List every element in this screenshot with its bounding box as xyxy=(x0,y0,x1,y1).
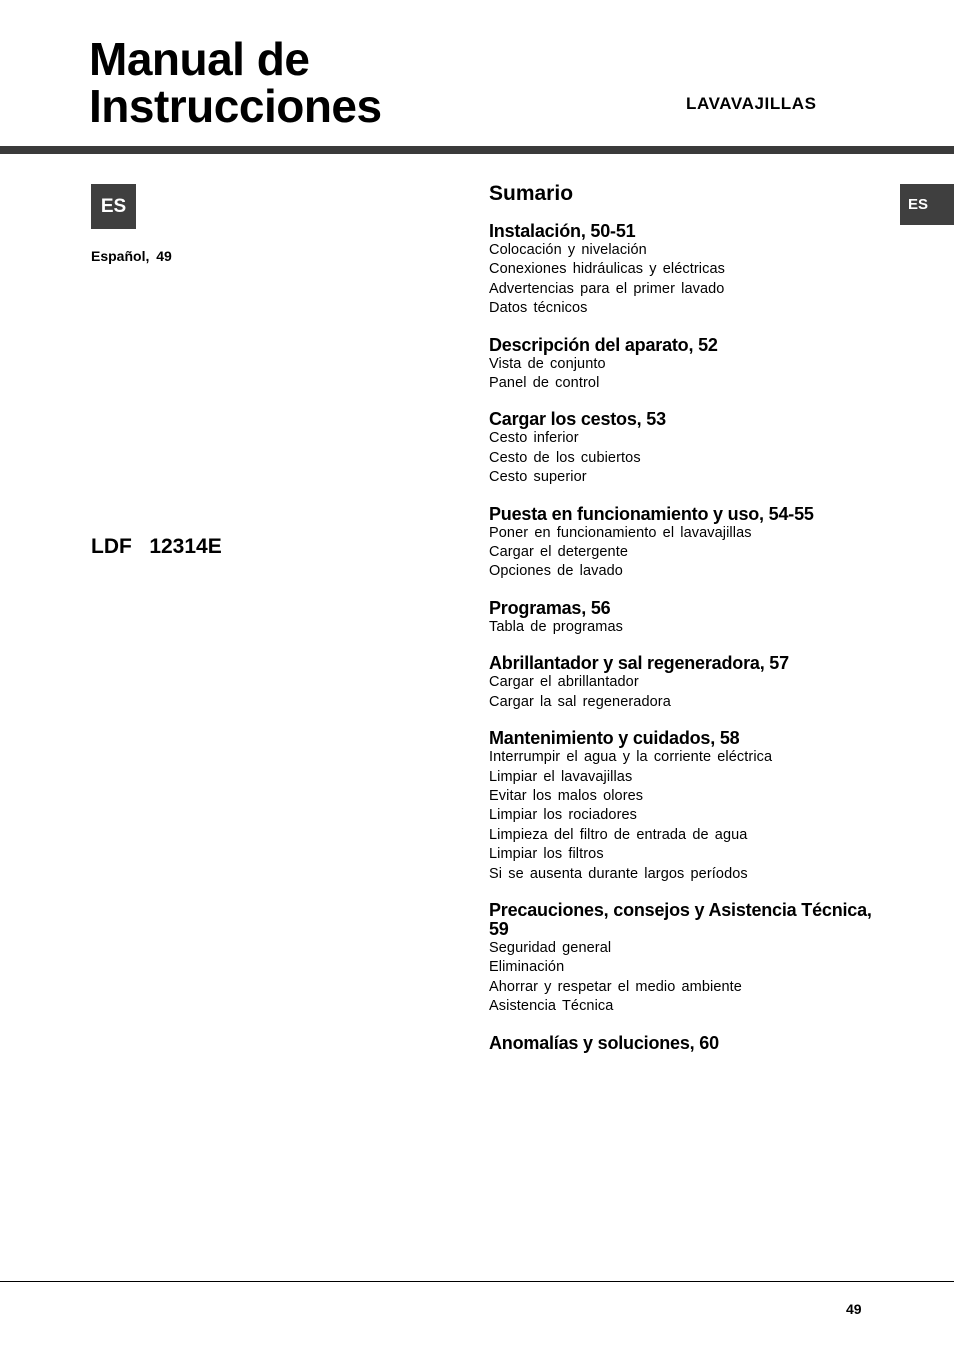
toc-section xyxy=(489,222,889,319)
toc-section xyxy=(489,336,889,394)
toc-subitem: Cargar la sal regeneradora xyxy=(489,693,671,710)
toc-section-title: Puesta en funcionamiento y uso, 54-55 xyxy=(489,503,814,524)
toc-subitem: Interrumpir el agua y la corriente eléctrica xyxy=(489,749,773,766)
toc-subitem: Cesto inferior xyxy=(489,430,579,447)
toc-subitem: Limpiar el lavavajillas xyxy=(489,768,633,785)
toc-subitem: Ahorrar y respetar el medio ambiente xyxy=(489,978,742,995)
toc-subitem-list xyxy=(489,618,889,637)
toc-subitem: Opciones de lavado xyxy=(489,563,623,580)
toc-subitem: Limpiar los rociadores xyxy=(489,807,638,824)
toc-subitem: Eliminación xyxy=(489,959,565,976)
toc-subitem-list xyxy=(489,748,889,884)
language-side-tab: ES xyxy=(900,184,954,225)
title-line-2: Instrucciones xyxy=(89,80,382,132)
toc-subitem: Datos técnicos xyxy=(489,300,588,317)
toc-subitem: Asistencia Técnica xyxy=(489,998,614,1015)
toc-subitem-list xyxy=(489,355,889,394)
toc-subitem: Limpiar los filtros xyxy=(489,846,604,863)
toc-section-list xyxy=(489,222,889,1053)
language-badge: ES xyxy=(91,184,136,229)
toc-subitem: Cargar el abrillantador xyxy=(489,674,639,691)
toc-section-title: Precauciones, consejos y Asistencia Técnica, 59 xyxy=(489,899,872,939)
toc-section-title: Mantenimiento y cuidados, 58 xyxy=(489,728,740,749)
language-index-entry: Español, 49 xyxy=(91,248,172,264)
title-line-1: Manual de xyxy=(89,33,310,85)
toc-section-title: Cargar los cestos, 53 xyxy=(489,409,666,430)
toc-section xyxy=(489,410,889,487)
toc-subitem: Limpieza del filtro de entrada de agua xyxy=(489,826,748,843)
toc-subitem: Cesto de los cubiertos xyxy=(489,449,641,466)
footer-divider xyxy=(0,1281,954,1282)
toc-subitem: Panel de control xyxy=(489,375,600,392)
toc-section-title: Anomalías y soluciones, 60 xyxy=(489,1032,719,1053)
toc-section xyxy=(489,505,889,582)
table-of-contents xyxy=(489,180,889,1070)
toc-subitem-list xyxy=(489,241,889,319)
model-number: LDF 12314E xyxy=(91,535,222,558)
product-type: LAVAVAJILLAS xyxy=(686,94,817,113)
toc-section xyxy=(489,1034,889,1053)
toc-subitem: Seguridad general xyxy=(489,939,612,956)
toc-subitem: Si se ausenta durante largos períodos xyxy=(489,865,748,882)
toc-section-title: Descripción del aparato, 52 xyxy=(489,334,718,355)
toc-subitem: Conexiones hidráulicas y eléctricas xyxy=(489,261,725,278)
toc-subitem-list xyxy=(489,939,889,1017)
toc-subitem: Vista de conjunto xyxy=(489,355,606,372)
toc-section-title: Programas, 56 xyxy=(489,597,611,618)
page-number: 49 xyxy=(846,1301,862,1317)
header-divider xyxy=(0,146,954,154)
toc-subitem: Advertencias para el primer lavado xyxy=(489,280,725,297)
toc-section xyxy=(489,599,889,637)
toc-section xyxy=(489,729,889,884)
toc-subitem: Tabla de programas xyxy=(489,618,623,635)
toc-subitem-list xyxy=(489,524,889,582)
toc-subitem: Evitar los malos olores xyxy=(489,787,644,804)
toc-section xyxy=(489,654,889,712)
toc-subitem: Cesto superior xyxy=(489,469,587,486)
toc-subitem-list xyxy=(489,429,889,487)
toc-subitem: Cargar el detergente xyxy=(489,544,628,561)
toc-heading: Sumario xyxy=(489,182,574,205)
toc-section-title: Abrillantador y sal regeneradora, 57 xyxy=(489,653,789,674)
toc-section-title: Instalación, 50-51 xyxy=(489,221,636,241)
document-title xyxy=(89,33,382,132)
toc-subitem: Poner en funcionamiento el lavavajillas xyxy=(489,524,752,541)
toc-section xyxy=(489,901,889,1017)
toc-subitem-list xyxy=(489,673,889,712)
toc-subitem: Colocación y nivelación xyxy=(489,242,647,258)
